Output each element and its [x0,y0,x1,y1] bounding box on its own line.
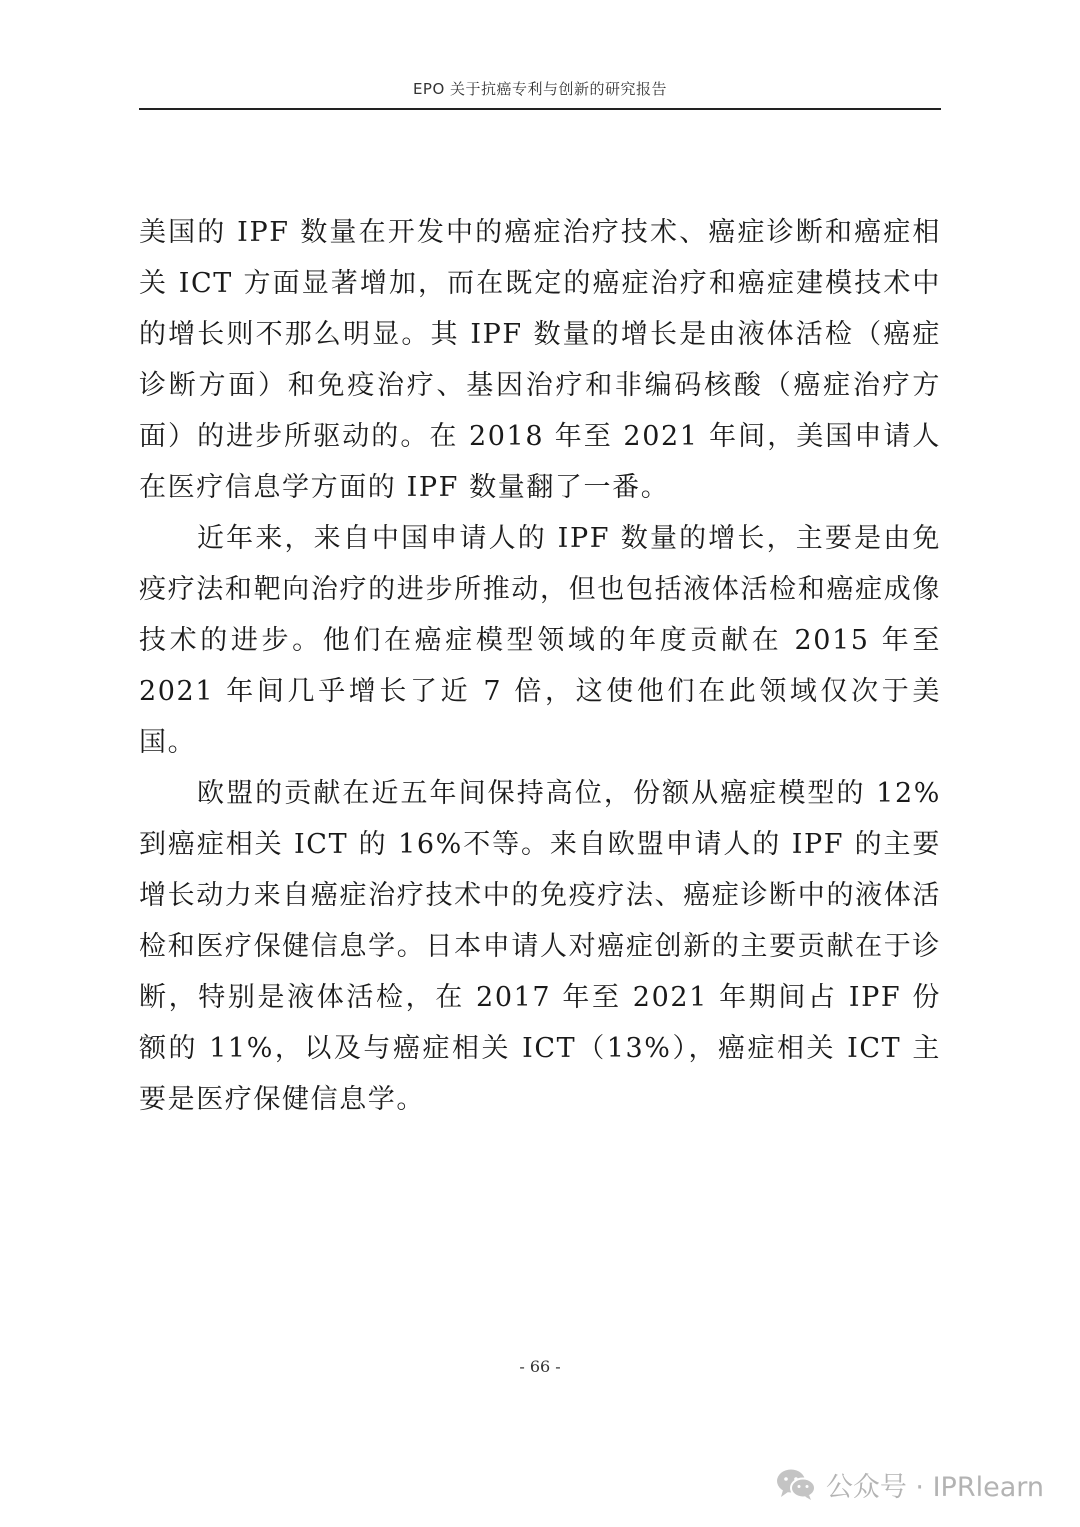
paragraph-china: 近年来，来自中国申请人的 IPF 数量的增长，主要是由免疫疗法和靶向治疗的进步所推动，但也包括液体活检和癌症成像技术的进步。他们在癌症模型领域的年度贡献在 2015 年至 2021 年间几乎增长了近 7 倍，这使他们在此领域仅次于美国。 [139,523,941,758]
watermark-text: 公众号 · IPRlearn [825,1471,1044,1503]
paragraph-eu-japan: 欧盟的贡献在近五年间保持高位，份额从癌症模型的 12% 到癌症相关 ICT 的 16%不等。来自欧盟申请人的 IPF 的主要增长动力来自癌症治疗技术中的免疫疗法、癌症诊断中的液体活检和医疗保健信息学。日本申请人对癌症创新的主要贡献在于诊断，特别是液体活检，在 2017 年至 2021 年期间占 IPF 份额的 11%，以及与癌症相关 ICT（13%），癌症相关 ICT 主要是医疗保健信息学。 [139,778,941,1115]
wechat-icon [776,1467,816,1501]
page-number: - 66 - [519,1357,561,1376]
watermark [776,1460,1044,1508]
header-title: EPO 关于抗癌专利与创新的研究报告 [412,80,668,98]
page-header [139,72,941,110]
paragraph-us: 美国的 IPF 数量在开发中的癌症治疗技术、癌症诊断和癌症相关 ICT 方面显著增加，而在既定的癌症治疗和癌症建模技术中的增长则不那么明显。其 IPF 数量的增长是由液体活检（癌症诊断方面）和免疫治疗、基因治疗和非编码核酸（癌症治疗方面）的进步所驱动的。在 2018 年至 2021 年间，美国申请人在医疗信息学方面的 IPF 数量翻了一番。 [139,217,941,503]
body-text [139,207,941,1125]
